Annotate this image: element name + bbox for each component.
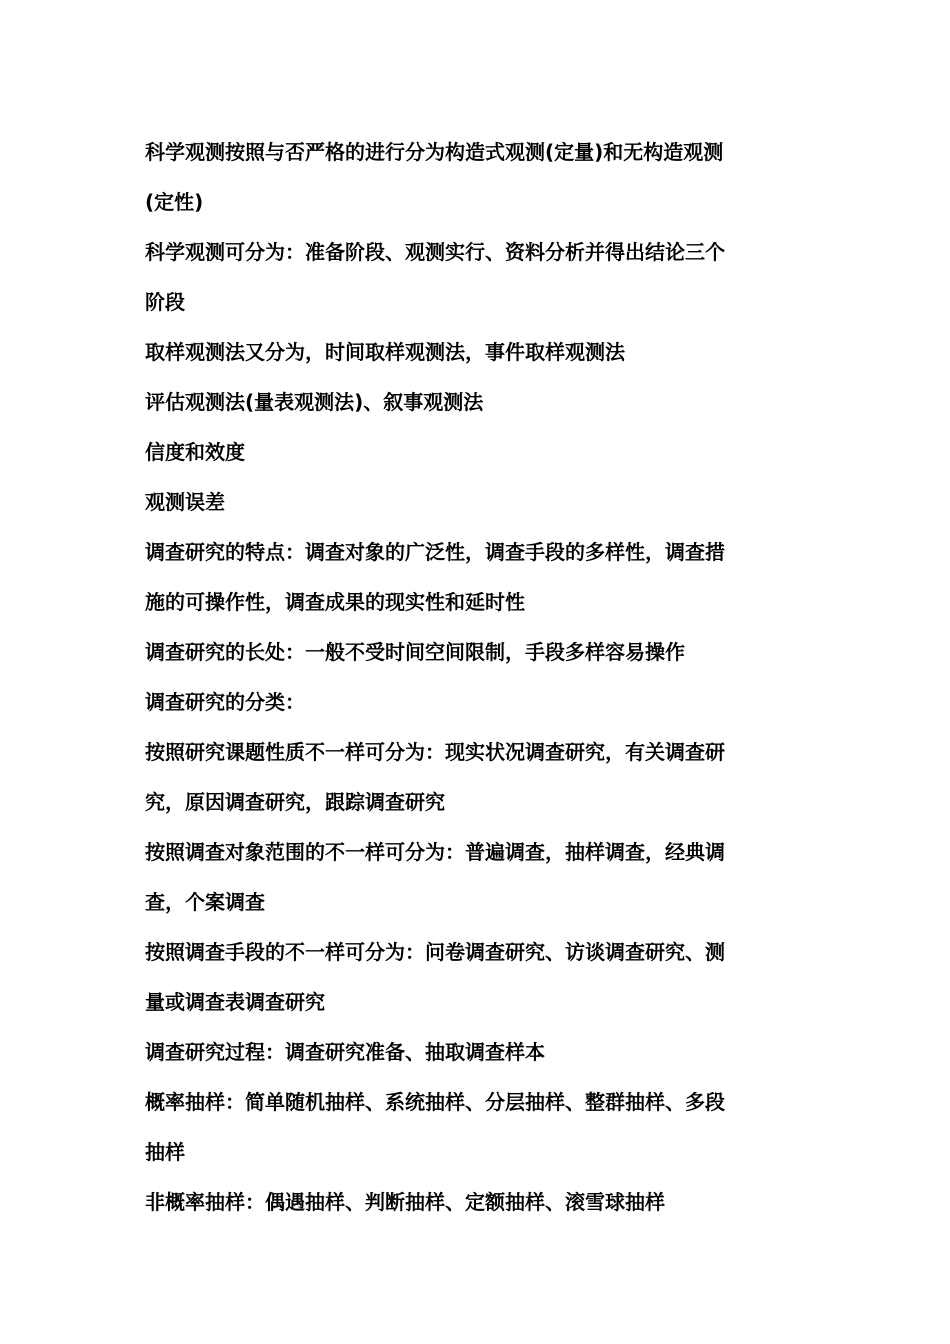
text-line: (定性) [145,190,204,214]
text-line: 调查研究的长处：一般不受时间空间限制，手段多样容易操作 [145,640,685,664]
text-line: 调查研究过程：调查研究准备、抽取调查样本 [145,1040,545,1064]
text-line: 科学观测可分为：准备阶段、观测实行、资料分析并得出结论三个 [145,240,725,264]
text-line: 取样观测法又分为，时间取样观测法，事件取样观测法 [145,340,625,364]
text-line: 观测误差 [145,490,225,514]
text-line: 非概率抽样：偶遇抽样、判断抽样、定额抽样、滚雪球抽样 [145,1190,665,1214]
text-line: 科学观测按照与否严格的进行分为构造式观测(定量)和无构造观测 [145,140,724,164]
text-line: 查，个案调查 [145,890,265,914]
text-line: 按照调查手段的不一样可分为：问卷调查研究、访谈调查研究、测 [145,940,725,964]
text-line: 按照研究课题性质不一样可分为：现实状况调查研究，有关调查研 [145,740,725,764]
text-line: 信度和效度 [145,440,245,464]
document-body [145,127,810,1227]
text-line: 按照调查对象范围的不一样可分为：普遍调查，抽样调查，经典调 [145,840,725,864]
text-line: 概率抽样：简单随机抽样、系统抽样、分层抽样、整群抽样、多段 [145,1090,725,1114]
text-line: 评估观测法(量表观测法)、叙事观测法 [145,390,484,414]
text-line: 调查研究的特点：调查对象的广泛性，调查手段的多样性，调查措 [145,540,725,564]
text-line: 施的可操作性，调查成果的现实性和延时性 [145,590,525,614]
text-line: 阶段 [145,290,185,314]
text-line: 量或调查表调查研究 [145,990,325,1014]
text-line: 抽样 [145,1140,185,1164]
text-line: 调查研究的分类： [145,690,305,714]
text-line: 究，原因调查研究，跟踪调查研究 [145,790,445,814]
